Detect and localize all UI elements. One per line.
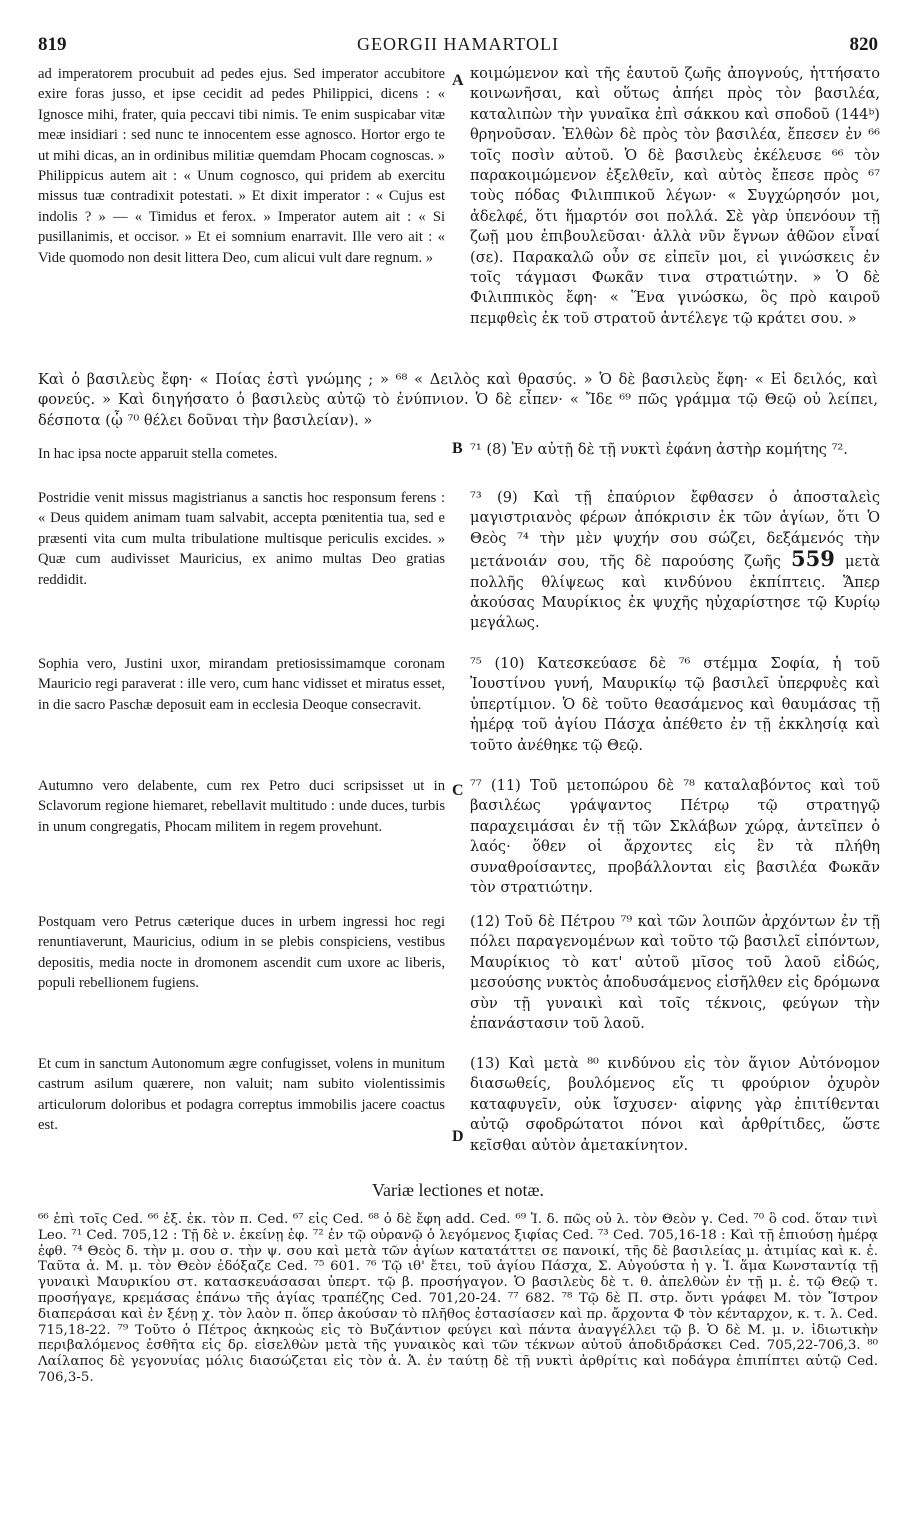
greek-paragraph-5: ⁷⁷ (11) Τοῦ μετοπώρου δὲ ⁷⁸ καταλαβόντος καὶ τοῦ βασιλέως γράψαντος Πέτρῳ τῷ στρατηγῷ παραχειμάσαι ἐν τῇ τῶν Σκλάβων χώρᾳ, ἀντεῖπεν ὁ λαός· ὅθεν οἱ ἄρχοντες εἰς ἓν τὰ πλήθη συναθροίσαντες, προβάλλονται εἰς βασιλέα Φωκᾶν τὸν στρατιώτην. — [470, 777, 880, 897]
margin-letter-c: C — [452, 782, 464, 799]
greek-paragraph-7: (13) Καὶ μετὰ ⁸⁰ κινδύνου εἰς τὸν ἅγιον Αὐτόνομον διασωθείς, βουλόμενος εἴς τι φρούριον ὀχυρὸν καταφυγεῖν, οὐκ ἴσχυσεν· αἰφνης γὰρ ἐπιτίθενται αὐτῷ σφοδρώτατοι πόνοι καὶ ἀρθρίτιδες, ὥστε κεῖσθαι αὐτὸν ἀμετακίνητον. — [470, 1055, 880, 1154]
notes-heading: Variæ lectiones et notæ. — [372, 1180, 544, 1200]
margin-letter-d: D — [452, 1128, 464, 1145]
page-header — [38, 34, 878, 60]
greek-paragraph-3-end: μετὰ πολλῆς θλίψεως καὶ κινδύνου ἐκπίπτεις. Ἅπερ ἀκούσας Μαυρίκιος ἐκ ψυχῆς ηὐχαρίστησε τῷ Κυρίῳ μεγάλως. — [470, 553, 881, 632]
running-title: GEORGII HAMARTOLI — [356, 34, 560, 54]
page-number-left: 819 — [38, 34, 67, 55]
latin-paragraph-7: Et cum in sanctum Autonomum ægre confugisset, volens in munitum castrum asilum quærere, non valuit; nam subito violentissimis articulorum doloribus et podagra correptus immobilis jacere coactus est. — [38, 1056, 445, 1134]
latin-paragraph-5: Autumno vero delabente, cum rex Petro duci scripsisset ut in Sclavorum regione hiemaret, rebellavit multitudo : unde duces, turbis in unum congregatis, Phocam militem in regem provehunt. — [38, 778, 445, 835]
latin-paragraph-1: ad imperatorem procubuit ad pedes ejus. Sed imperator accubitore exire foras jusso, et ipse cecidit ad pedes Philippici, dicens : « Ignosce mihi, frater, quia peccavi tibi nimis. Te enim suspicabar vitæ meæ insidiari : sed nunc te innocentem esse agnosco. Hortor ergo te ut mihi dicas, an in ordinibus militiæ quemdam Phocam cognoscas. » Philippicus autem ait : « Unum cognosco, qui pridem ab exercitu missus tuæ contradixit potestati. » Et dixit imperator : « Cujus est indolis ? » — « Timidus et ferox. » Imperator autem ait : « Si pusillanimis, et occisor. » Et ei somnium enarravit. Ille vero ait : « Vide quomodo non desit littera Deo, cum alicui vult dare regnum. » — [38, 66, 445, 266]
latin-paragraph-6: Postquam vero Petrus cæterique duces in urbem ingressi hoc regi renuntiaverunt, Mauricius, odium in se plebis conspiciens, vestibus depositis, media nocte in dromonem ascendit cum uxore ac liberis, populi rebellionem fugiens. — [38, 914, 445, 992]
latin-paragraph-4: Sophia vero, Justini uxor, mirandam pretiosissimamque coronam Mauricio regi paraverat : ille vero, cum hanc vidisset et miratus esset, in die sacro Paschæ deposuit eam in ecclesia Deoque consecravit. — [38, 656, 445, 713]
greek-paragraph-3-start: ⁷³ (9) Καὶ τῇ ἐπαύριον ἔφθασεν ὁ ἀποσταλεὶς μαγιστριανὸς φέρων ἀπόκρισιν ἐκ τῶν ἁγίων, ὅτι Ὁ Θεὸς ⁷⁴ τὴν μὲν ψυχήν σου σώζει, δεξάμενός τὴν μετάνοιάν σου, τῆς δὲ παρούσης ζωῆς — [470, 489, 880, 571]
latin-paragraph-3: Postridie venit missus magistrianus a sanctis hoc responsum ferens : « Deus quidem animam tuam salvabit, accepta pœnitentia tua, sed e præsenti vita cum multa tribulatione multisque periculis excides. » Quæ cum audivisset Mauricius, ex animo multas Deo gratias reddidit. — [38, 490, 445, 588]
margin-letter-b: B — [452, 440, 463, 457]
greek-paragraph-4: ⁷⁵ (10) Κατεσκεύασε δὲ ⁷⁶ στέμμα Σοφία, ἡ τοῦ Ἰουστίνου γυνή, Μαυρικίῳ τῷ βασιλεῖ ὑπερφυὲς καὶ ὑπερτίμιον. Ὁ δὲ τοῦτο θεασάμενος καὶ θαυμάσας τῇ ἡμέρᾳ τοῦ ἁγίου Πάσχα ἀπέθετο ἐν τῇ ἐκκλησίᾳ καὶ τοῦτο ἀνέθηκε τῷ Θεῷ. — [470, 655, 880, 754]
greek-paragraph-1: κοιμώμενον καὶ τῆς ἑαυτοῦ ζωῆς ἀπογνούς, ἡττήσατο κοινωνῆσαι, καὶ οὕτως ἀπήει πρὸς τὸν βασιλέα, καταλιπὼν τὴν γυναῖκα ἐπὶ σάκκου καὶ σποδοῦ (144ᵇ) θρηνοῦσαν. Ἐλθὼν δὲ πρὸς τὸν βασιλέα, ἔπεσεν ἐν ⁶⁶ τοῖς ποσὶν αὐτοῦ. Ὁ δὲ βασιλεὺς ἐκέλευσε ⁶⁶ τὸν παρακοιμώμενον ἐξελθεῖν, καὶ αὐτὸς ἔπεσε πρὸς ⁶⁷ τοὺς πόδας Φιλιππικοῦ λέγων· « Συγχώρησόν μοι, ἀδελφέ, ὅτι ἥμαρτόν σοι πολλά. Σὲ γὰρ ὑπενόουν τῇ ζωῇ μου ἐπιβουλεῦσαι· ἀλλὰ νῦν ἔγνων ἀθῶον εἶναί (σε). Παρακαλῶ οὖν σε εἰπεῖν μοι, εἰ γινώσκεις ἐν τοῖς τάγμασι Φωκᾶν τινα στρατιώτην. » Ὁ δὲ Φιλιππικὸς ἔφη· « Ἕνα γινώσκω, ὃς πρὸ καιροῦ πεμφθεὶς ἐκ τοῦ στρατοῦ ἀντέλεγε τῷ κράτει σου. » — [470, 65, 880, 327]
greek-fullwidth-paragraph: Καὶ ὁ βασιλεὺς ἔφη· « Ποίας ἐστὶ γνώμης ; » ⁶⁸ « Δειλὸς καὶ θρασύς. » Ὁ δὲ βασιλεὺς ἔφη· « Εἰ δειλός, καὶ φονεύς. » Καὶ διηγήσατο ὁ βασιλεὺς αὐτῷ τὸ ἐνύπνιον. Ὁ δὲ εἶπεν· « Ἴδε ⁶⁹ πῶς γράμμα τῷ Θεῷ οὐ λείπει, δέσποτα (ᾧ ⁷⁰ θέλει δοῦναι τὴν βασιλείαν). » — [38, 371, 878, 429]
notes-text: ⁶⁶ ἐπὶ τοῖς Ced. ⁶⁶ ἐξ. ἐκ. τὸν π. Ced. ⁶⁷ εἰς Ced. ⁶⁸ ὁ δὲ ἔφη add. Ced. ⁶⁹ Ἰ. δ. πῶς οὐ λ. τὸν Θεὸν γ. Ced. ⁷⁰ ὃ cod. ὅταν τινὶ Leo. ⁷¹ Ced. 705,12 : Τῇ δὲ ν. ἐκείνῃ ἐφ. ⁷² ἐν τῷ οὐρανῷ ὁ λεγόμενος ξιφίας Ced. ⁷³ Ced. 705,16-18 : Καὶ τῇ ἐπιούσῃ ἡμέρᾳ ἐφθ. ⁷⁴ Θεὸς δ. τὴν μ. σου σ. τὴν ψ. σου καὶ μετὰ τῶν ἁγίων κατατάττει σε πανοικί, τῆς δὲ βασιλείας μ. ἀτιμίας καὶ κ. ἐ. Ταῦτα ἀ. Μ. μ. τὸν Θεὸν ἐδόξαζε Ced. ⁷⁵ 601. ⁷⁶ Τῷ ιθ' ἔτει, τοῦ ἁγίου Πάσχα, Σ. Αὐγούστα ἡ γ. Ἰ. ἅμα Κωνσταντίᾳ τῇ γυναικὶ Μαυρικίου στ. κατασκευάσασαι ὑπερτ. τῷ β. προσήγαγον. Ὁ βασιλεὺς δὲ τ. θ. ἀπελθὼν ἐν τῇ μ. ἐ. τῷ Θεῷ τ. προσήγαγε, κρεμάσας ἐπάνω τῆς ἁγίας τραπέζης Ced. 701,20-24. ⁷⁷ 682. ⁷⁸ Τῷ δὲ Π. στρ. ὄντι γράφει Μ. τὸν Ἴστρον διαπεράσαι καὶ ἐν ξένῃ χ. τὸν λαὸν π. ὅπερ ἀκούσαν τὸ πλῆθος ἐστασίασεν καὶ πρ. ἄρχοντα Φ τὸν κένταρχον, κ. τ. λ. Ced. 715,18-22. ⁷⁹ Τοῦτο ὁ Πέτρος ἀκηκοὼς εἰς τὸ Βυζάντιον φεύγει καὶ πάντα ἀναγγέλλει τῷ β. Ὁ δὲ Μ. μ. ν. ἰδιωτικὴν περιβαλόμενος ἐσθῆτα εἰς δρ. εἰσελθὼν μετὰ τῆς γυναικὸς καὶ τῶν τέκνων αὐτοῦ ἀποδιδράσκει Ced. 705,22-706,3. ⁸⁰ Λαίλαπος δὲ γεγονυίας μόλις διασώζεται εἰς τὸν ἁ. Ἀ. ἐν ταύτῃ δὲ τῇ νυκτὶ ἀρθρίτις καὶ ποδάγρα ἐπιπίπτει αὐτῷ Ced. 706,3-5. — [38, 1212, 878, 1385]
page-number-right: 820 — [849, 34, 878, 55]
margin-letter-a: A — [452, 72, 464, 89]
greek-paragraph-3 — [470, 488, 880, 634]
greek-paragraph-6: (12) Τοῦ δὲ Πέτρου ⁷⁹ καὶ τῶν λοιπῶν ἀρχόντων ἐν τῇ πόλει παραγενομένων καὶ τοῦτο τῷ βασιλεῖ εἰπόντων, Μαυρίκιος τὸ κατ' αὐτοῦ μῖσος τοῦ λαοῦ εἰδώς, μεσούσης νυκτὸς ἀποδυσάμενος εἰσῆλθεν εἰς δρόμωνα σὺν τῇ γυναικὶ καὶ τοῖς τέκνοις, φεύγων τὴν ἐπανάστασιν τοῦ λαοῦ. — [470, 913, 880, 1033]
edition-page-number: 559 — [791, 546, 835, 572]
latin-paragraph-2: In hac ipsa nocte apparuit stella cometes. — [38, 446, 278, 462]
greek-paragraph-2: ⁷¹ (8) Ἐν αὐτῇ δὲ τῇ νυκτὶ ἐφάνη ἀστὴρ κομήτης ⁷². — [470, 441, 848, 458]
